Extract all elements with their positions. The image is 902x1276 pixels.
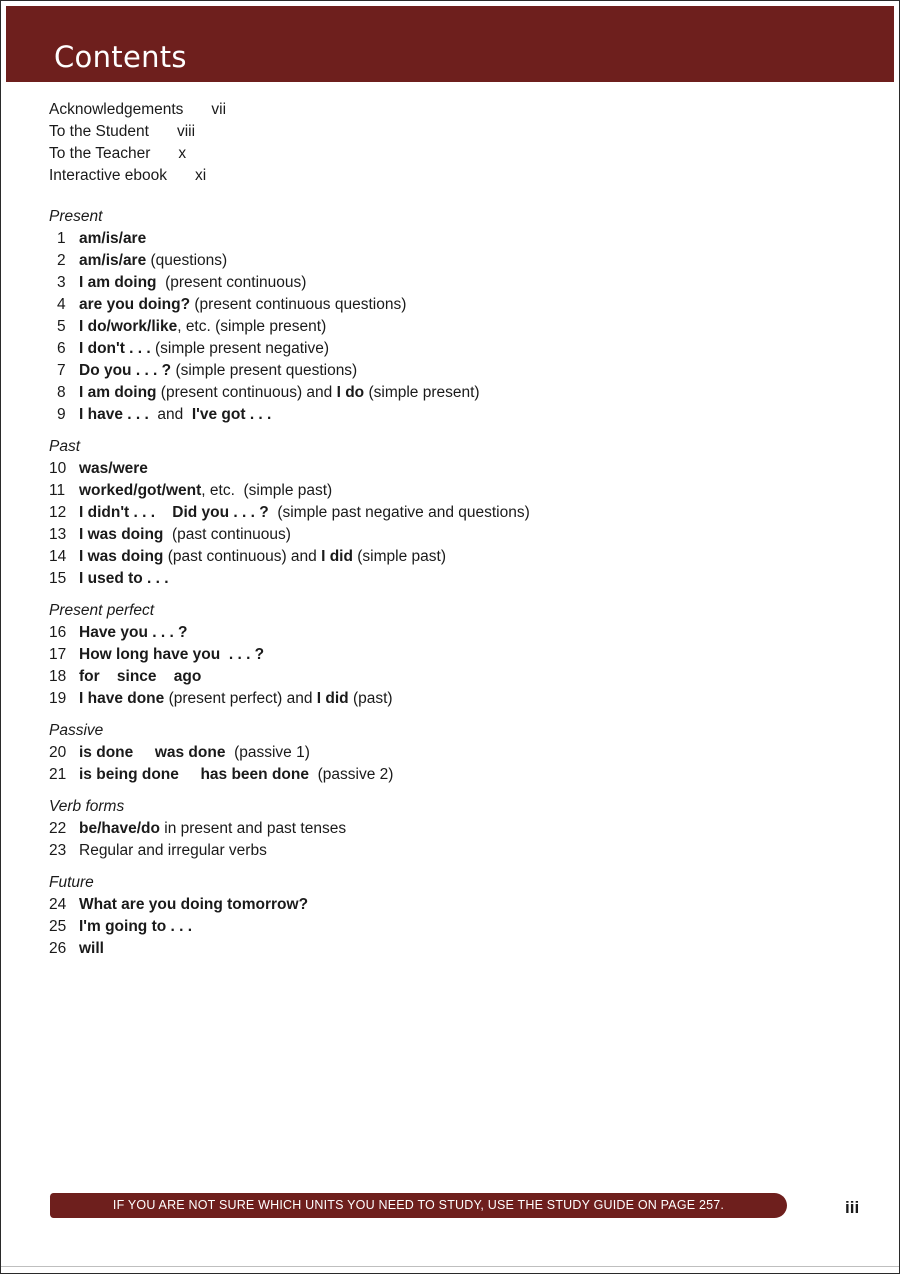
- unit-description: (simple present): [364, 384, 480, 401]
- section-passive: [49, 720, 809, 786]
- unit-title: worked/got/went: [79, 482, 202, 499]
- unit-title: I do: [336, 384, 365, 401]
- unit-entry[interactable]: [49, 742, 809, 764]
- unit-description: (present continuous questions): [190, 296, 407, 313]
- unit-description: (simple present questions): [171, 362, 358, 379]
- unit-entry[interactable]: [49, 382, 809, 404]
- unit-title: I don't . . .: [79, 340, 151, 357]
- unit-title: I've got . . .: [191, 406, 272, 423]
- unit-entry[interactable]: [49, 228, 809, 250]
- unit-number: 7: [57, 362, 66, 379]
- unit-description: (passive 2): [308, 766, 394, 783]
- unit-number: 25: [49, 918, 67, 935]
- section-heading: Passive: [49, 722, 104, 739]
- unit-number: 11: [49, 482, 66, 499]
- unit-description: (simple past negative and questions): [268, 504, 530, 521]
- unit-description: (simple past): [352, 548, 446, 565]
- unit-number: 22: [49, 820, 67, 837]
- unit-description: Regular and irregular verbs: [79, 842, 267, 859]
- study-guide-banner: IF YOU ARE NOT SURE WHICH UNITS YOU NEED TO STUDY, USE THE STUDY GUIDE ON PAGE 257.: [50, 1193, 787, 1218]
- page-title: Contents: [54, 40, 187, 74]
- unit-title: I am doing: [79, 274, 157, 291]
- unit-title: I was doing: [79, 548, 164, 565]
- front-matter-page: viii: [176, 123, 196, 140]
- unit-number: 21: [49, 766, 67, 783]
- unit-description: [179, 766, 201, 783]
- unit-entry[interactable]: [49, 644, 809, 666]
- unit-description: (questions): [146, 252, 228, 269]
- unit-entry[interactable]: [49, 404, 809, 426]
- unit-title: Do you . . . ?: [79, 362, 172, 379]
- unit-title: are you doing?: [79, 296, 191, 313]
- unit-title: will: [79, 940, 104, 957]
- unit-title: was/were: [79, 460, 148, 477]
- front-matter-label: To the Teacher: [49, 145, 151, 162]
- unit-number: 10: [49, 460, 67, 477]
- unit-title: am/is/are: [79, 230, 147, 247]
- front-matter-page: x: [178, 145, 187, 162]
- front-matter-list: [49, 99, 226, 187]
- unit-entry[interactable]: [49, 338, 809, 360]
- section-verb-forms: [49, 796, 809, 862]
- unit-entry[interactable]: [49, 894, 809, 916]
- unit-title: I have done: [79, 690, 165, 707]
- unit-entry[interactable]: [49, 666, 809, 688]
- unit-number: 2: [57, 252, 66, 269]
- unit-description: [133, 744, 155, 761]
- unit-title: I was doing: [79, 526, 164, 543]
- unit-title: How long have you . . . ?: [79, 646, 265, 663]
- unit-description: (passive 1): [225, 744, 310, 761]
- section-past: [49, 436, 809, 590]
- unit-title: is being done: [79, 766, 179, 783]
- unit-number: 23: [49, 842, 67, 859]
- contents-sections: [49, 206, 809, 970]
- section-heading: Verb forms: [49, 798, 125, 815]
- unit-number: 12: [49, 504, 67, 521]
- unit-number: 14: [49, 548, 67, 565]
- unit-title: What are you doing tomorrow?: [79, 896, 309, 913]
- front-matter-page: xi: [195, 167, 207, 184]
- page-number: iii: [845, 1198, 860, 1217]
- unit-entry[interactable]: [49, 916, 809, 938]
- unit-title: be/have/do: [79, 820, 160, 837]
- unit-number: 9: [57, 406, 66, 423]
- front-matter-item[interactable]: [49, 121, 226, 143]
- unit-entry[interactable]: [49, 250, 809, 272]
- unit-entry[interactable]: [49, 502, 809, 524]
- unit-description: (past): [348, 690, 393, 707]
- section-heading: Past: [49, 438, 81, 455]
- unit-description: (present continuous): [156, 274, 307, 291]
- unit-title: am/is/are: [79, 252, 147, 269]
- unit-description: (simple present negative): [150, 340, 330, 357]
- unit-number: 3: [57, 274, 66, 291]
- unit-description: , etc. (simple past): [201, 482, 333, 499]
- section-present-perfect: [49, 600, 809, 710]
- unit-number: 13: [49, 526, 67, 543]
- section-heading: Future: [49, 874, 94, 891]
- unit-entry[interactable]: [49, 764, 809, 786]
- unit-number: 6: [57, 340, 66, 357]
- unit-title: Did you . . . ?: [172, 504, 269, 521]
- front-matter-label: To the Student: [49, 123, 149, 140]
- front-matter-item[interactable]: [49, 99, 226, 121]
- unit-title: I am doing: [79, 384, 157, 401]
- unit-title: I'm going to . . .: [79, 918, 193, 935]
- section-present: [49, 206, 809, 426]
- section-heading: Present: [49, 208, 103, 225]
- front-matter-label: Interactive ebook: [49, 167, 168, 184]
- unit-description: in present and past tenses: [159, 820, 347, 837]
- unit-description: (present continuous) and: [156, 384, 337, 401]
- unit-description: (past continuous): [163, 526, 291, 543]
- unit-title: I did: [316, 690, 349, 707]
- unit-number: 8: [57, 384, 66, 401]
- unit-title: I do/work/like: [79, 318, 178, 335]
- unit-entry[interactable]: [49, 688, 809, 710]
- front-matter-item[interactable]: [49, 165, 226, 187]
- unit-entry[interactable]: [49, 360, 809, 382]
- section-heading: Present perfect: [49, 602, 155, 619]
- unit-entry[interactable]: [49, 840, 809, 862]
- unit-title: has been done: [200, 766, 309, 783]
- unit-title: I didn't . . .: [79, 504, 156, 521]
- unit-entry[interactable]: [49, 546, 809, 568]
- unit-description: (present perfect) and: [164, 690, 317, 707]
- unit-entry[interactable]: [49, 524, 809, 546]
- unit-number: 5: [57, 318, 66, 335]
- unit-number: 16: [49, 624, 67, 641]
- front-matter-item[interactable]: [49, 143, 226, 165]
- unit-number: 26: [49, 940, 67, 957]
- unit-entry[interactable]: [49, 272, 809, 294]
- front-matter-page: vii: [211, 101, 227, 118]
- unit-number: 20: [49, 744, 67, 761]
- unit-title: is done: [79, 744, 134, 761]
- section-future: [49, 872, 809, 960]
- unit-description: [155, 504, 172, 521]
- unit-description: (past continuous) and: [163, 548, 322, 565]
- unit-entry[interactable]: [49, 938, 809, 960]
- unit-number: 1: [57, 230, 66, 247]
- unit-title: I have . . .: [79, 406, 149, 423]
- unit-number: 15: [49, 570, 67, 587]
- unit-title: I did: [321, 548, 353, 565]
- unit-title: was done: [154, 744, 226, 761]
- unit-number: 4: [57, 296, 66, 313]
- unit-entry[interactable]: [49, 316, 809, 338]
- unit-entry[interactable]: [49, 458, 809, 480]
- unit-entry[interactable]: [49, 818, 809, 840]
- unit-number: 18: [49, 668, 67, 685]
- unit-number: 24: [49, 896, 67, 913]
- unit-description: , etc. (simple present): [177, 318, 327, 335]
- unit-number: 17: [49, 646, 67, 663]
- unit-title: I used to . . .: [79, 570, 169, 587]
- unit-title: Have you . . . ?: [79, 624, 188, 641]
- unit-description: and: [148, 406, 192, 423]
- front-matter-label: Acknowledgements: [49, 101, 184, 118]
- unit-number: 19: [49, 690, 67, 707]
- unit-entry[interactable]: [49, 568, 809, 590]
- unit-entry[interactable]: [49, 622, 809, 644]
- header-band: [6, 6, 894, 82]
- unit-entry[interactable]: [49, 480, 809, 502]
- unit-title: for since ago: [79, 668, 202, 685]
- unit-entry[interactable]: [49, 294, 809, 316]
